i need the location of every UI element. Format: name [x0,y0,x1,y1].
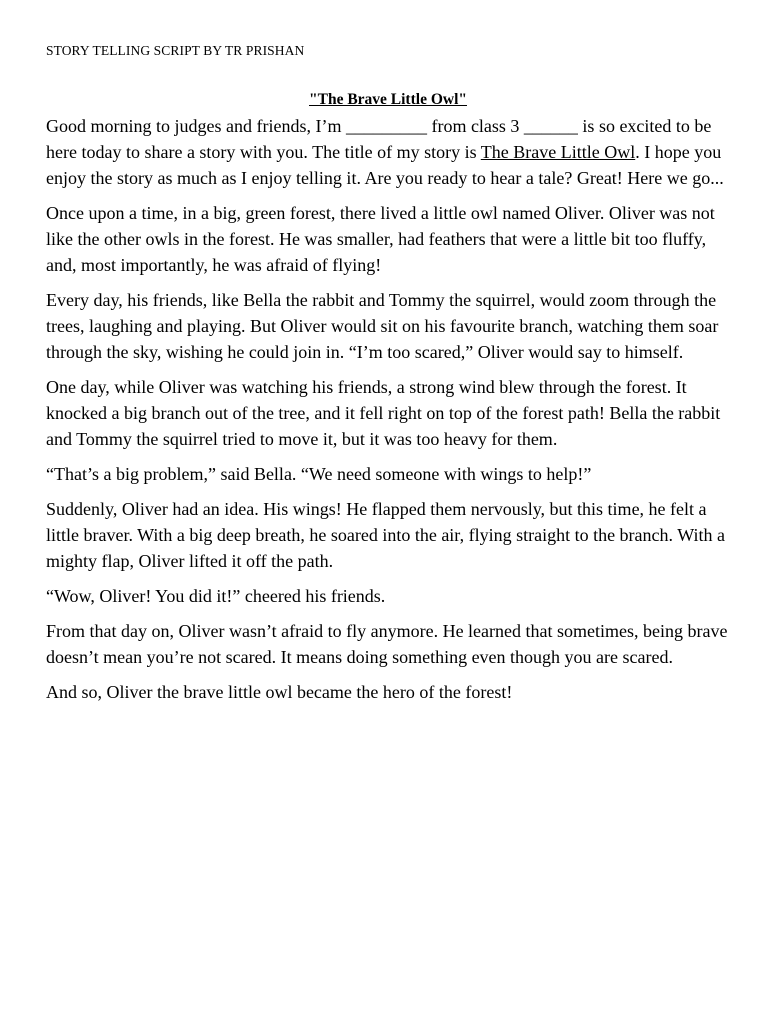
story-paragraph-7: From that day on, Oliver wasn’t afraid to fly anymore. He learned that sometimes, being brave doesn’t mean you’re not scared. It means doing something even though you are scared. [46,621,728,667]
story-paragraph-6: “Wow, Oliver! You did it!” cheered his friends. [46,586,386,606]
story-paragraph-2: Every day, his friends, like Bella the rabbit and Tommy the squirrel, would zoom through the trees, laughing and playing. But Oliver would sit on his favourite branch, watching them soar through the sky, wishing he could join in. “I’m too scared,” Oliver would say to himself. [46,290,719,362]
intro-text-after-title: . I hope you enjoy the story as much as I enjoy telling it. Are you ready to hear a tale? Great! Here we go... [46,142,724,188]
intro-paragraph [46,113,730,191]
intro-text-before-title: Good morning to judges and friends, I’m _________ from class 3 ______ is so excited to be here today to share a story with you. The title of my story is [46,116,712,162]
intro-story-title: The Brave Little Owl [480,142,636,162]
story-paragraph-3: One day, while Oliver was watching his friends, a strong wind blew through the forest. It knocked a big branch out of the tree, and it fell right on top of the forest path! Bella the rabbit and Tommy the squirrel tried to move it, but it was too heavy for them. [46,377,721,449]
story-paragraph-5: Suddenly, Oliver had an idea. His wings! He flapped them nervously, but this time, he felt a little braver. With a big deep breath, he soared into the air, flying straight to the branch. With a mighty flap, Oliver lifted it off the path. [46,499,725,571]
story-paragraph-1: Once upon a time, in a big, green forest, there lived a little owl named Oliver. Oliver was not like the other owls in the forest. He was smaller, had feathers that were a little bit too fluffy, and, most importantly, he was afraid of flying! [46,203,715,275]
document-header: STORY TELLING SCRIPT BY TR PRISHAN [46,43,305,58]
story-title: "The Brave Little Owl" [309,91,467,108]
story-paragraph-8: And so, Oliver the brave little owl became the hero of the forest! [46,682,513,702]
story-paragraph-4: “That’s a big problem,” said Bella. “We need someone with wings to help!” [46,464,592,484]
